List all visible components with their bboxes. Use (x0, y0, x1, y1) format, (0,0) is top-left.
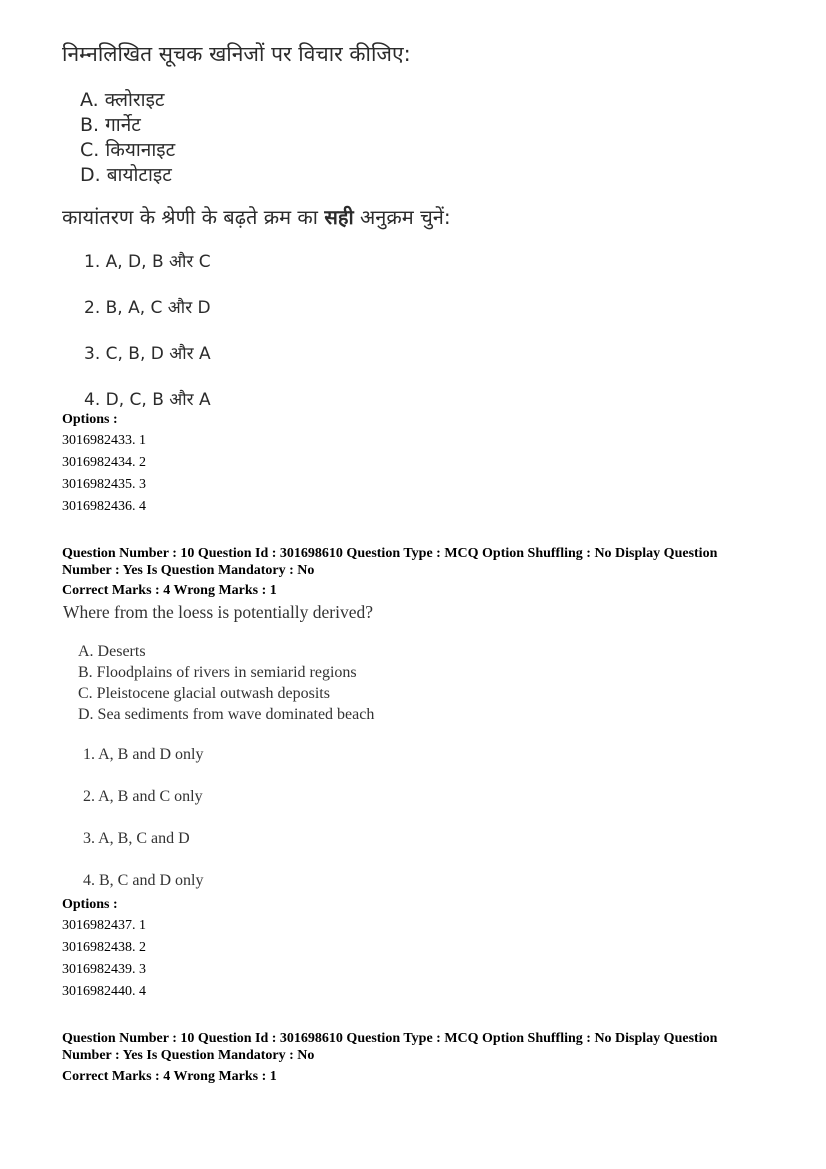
option-id: 3016982440. 4 (62, 984, 146, 999)
question-b-item: A. Deserts (78, 643, 146, 660)
question-a-item: A. क्लोराइट (80, 89, 165, 111)
question-b-options-label: Options : (62, 897, 118, 912)
question-a-item: D. बायोटाइट (80, 164, 172, 186)
question-a-choice: 2. B, A, C और D (84, 298, 211, 318)
question-b-meta-line: Number : Yes Is Question Mandatory : No (62, 563, 315, 578)
question-c-meta-line: Number : Yes Is Question Mandatory : No (62, 1048, 315, 1063)
question-b-item: C. Pleistocene glacial outwash deposits (78, 685, 330, 702)
question-a-item: C. कियानाइट (80, 139, 176, 161)
question-b-meta-line: Question Number : 10 Question Id : 301698610 Question Type : MCQ Option Shuffling : No Display Question (62, 546, 718, 561)
question-b-stem: Where from the loess is potentially derived? (63, 602, 374, 622)
question-b-choice: 2. A, B and C only (83, 788, 203, 805)
question-a-options-label: Options : (62, 412, 118, 427)
option-id: 3016982438. 2 (62, 940, 146, 955)
question-c-meta-line: Question Number : 10 Question Id : 301698610 Question Type : MCQ Option Shuffling : No Display Question (62, 1031, 718, 1046)
option-id: 3016982437. 1 (62, 918, 146, 933)
question-b-choice: 4. B, C and D only (83, 872, 204, 889)
question-b-item: D. Sea sediments from wave dominated beach (78, 706, 375, 723)
question-a-instruction: कायांतरण के श्रेणी के बढ़ते क्रम का सही अनुक्रम चुनें: (62, 205, 451, 229)
option-id: 3016982435. 3 (62, 477, 146, 492)
question-b-choice: 1. A, B and D only (83, 746, 204, 763)
option-id: 3016982434. 2 (62, 455, 146, 470)
question-a-item: B. गार्नेट (80, 114, 141, 136)
question-a-choice: 3. C, B, D और A (84, 344, 211, 364)
option-id: 3016982433. 1 (62, 433, 146, 448)
option-id: 3016982436. 4 (62, 499, 146, 514)
question-a-choice: 4. D, C, B और A (84, 390, 211, 410)
question-a-choice: 1. A, D, B और C (84, 252, 211, 272)
option-id: 3016982439. 3 (62, 962, 146, 977)
question-b-choice: 3. A, B, C and D (83, 830, 190, 847)
question-a-stem: निम्नलिखित सूचक खनिजों पर विचार कीजिए: (62, 42, 411, 66)
question-b-marks: Correct Marks : 4 Wrong Marks : 1 (62, 583, 277, 598)
question-b-item: B. Floodplains of rivers in semiarid regions (78, 664, 357, 681)
question-c-marks: Correct Marks : 4 Wrong Marks : 1 (62, 1069, 277, 1084)
